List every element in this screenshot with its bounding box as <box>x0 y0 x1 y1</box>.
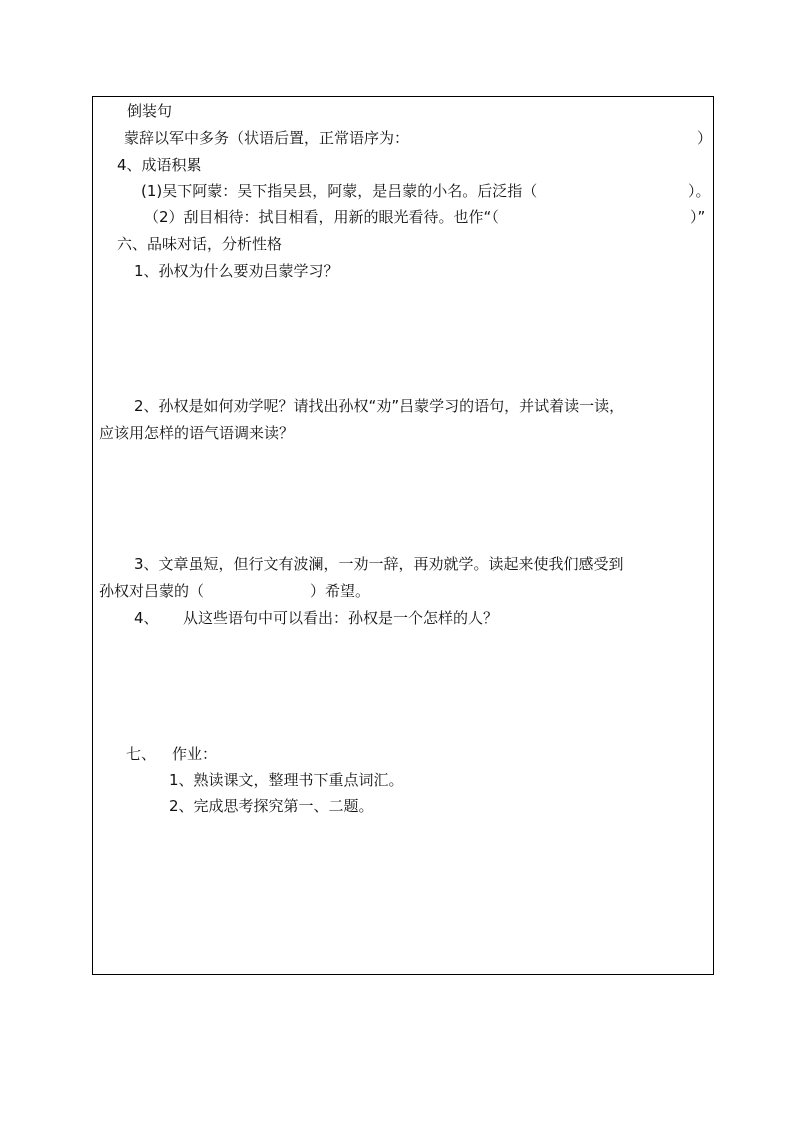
inverted-sentence-heading: 倒装句 <box>127 102 173 120</box>
question-4-number: 4、 <box>134 609 159 627</box>
question-3-line-2: 孙权对吕蒙的（ <box>99 582 205 600</box>
idioms-heading: 4、成语积累 <box>117 156 202 174</box>
question-1: 1、孙权为什么要劝吕蒙学习？ <box>134 262 339 280</box>
homework-1: 1、熟读课文，整理书下重点词汇。 <box>169 771 404 789</box>
homework-2: 2、完成思考探究第一、二题。 <box>169 797 374 815</box>
idiom-2: （2）刮目相待：拭目相看，用新的眼光看待。也作“（ <box>144 208 499 226</box>
worksheet-frame <box>92 96 714 975</box>
idiom-2-answer-close: ）” <box>690 208 706 226</box>
question-3-line-1: 3、文章虽短，但行文有波澜，一劝一辞，再劝就学。读起来使我们感受到 <box>134 555 624 573</box>
idiom-1-answer-close: ）。 <box>688 182 711 200</box>
section-6-heading: 六、品味对话，分析性格 <box>117 235 283 253</box>
section-7-number: 七、 <box>126 745 157 763</box>
question-2-line-2: 应该用怎样的语气语调来读？ <box>99 424 295 442</box>
section-7-label: 作业： <box>172 745 218 763</box>
inverted-sentence-answer-close: ） <box>697 129 713 147</box>
question-4-text: 从这些语句中可以看出：孙权是一个怎样的人？ <box>183 609 499 627</box>
idiom-1: (1)吴下阿蒙：吴下指吴县，阿蒙，是吕蒙的小名。后泛指（ <box>141 182 538 200</box>
question-2-line-1: 2、孙权是如何劝学呢？请找出孙权“劝”吕蒙学习的语句，并试着读一读， <box>134 397 625 415</box>
question-3-line-2-end: ）希望。 <box>310 582 371 600</box>
inverted-sentence-example: 蒙辞以军中多务（状语后置，正常语序为： <box>124 129 410 147</box>
